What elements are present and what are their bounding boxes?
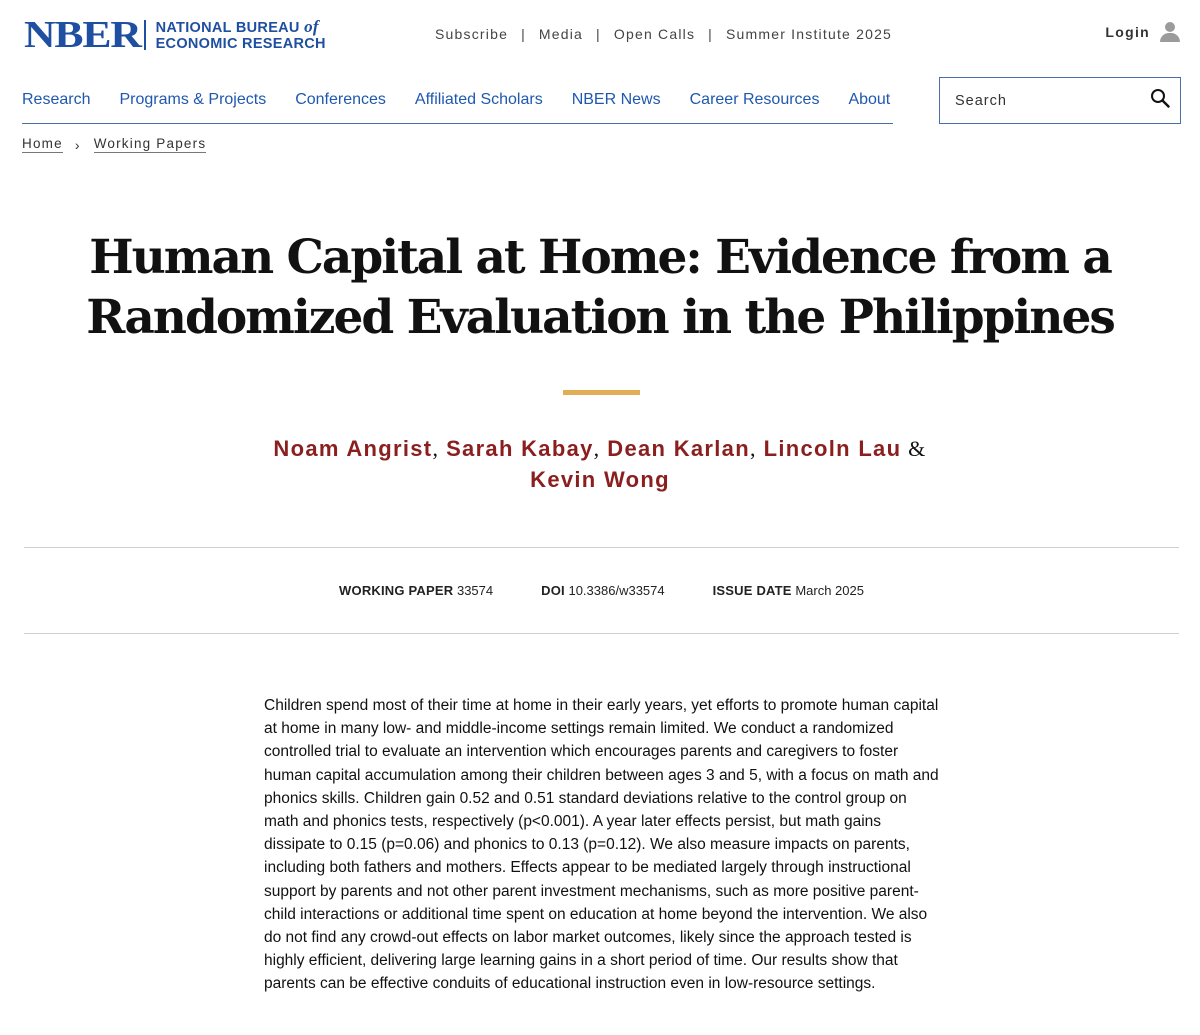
utility-nav: [435, 26, 892, 42]
nav-item-programs-projects[interactable]: Programs & Projects: [119, 91, 267, 108]
utility-link-subscribe[interactable]: Subscribe: [435, 26, 509, 42]
author-ampersand: &: [908, 436, 927, 461]
nav-item-affiliated-scholars[interactable]: Affiliated Scholars: [414, 91, 543, 108]
author-separator: ,: [749, 436, 757, 461]
author-link[interactable]: Noam Angrist: [273, 436, 433, 461]
author-link[interactable]: Kevin Wong: [530, 467, 670, 492]
breadcrumb: [22, 136, 206, 153]
author-link[interactable]: Lincoln Lau: [763, 436, 902, 461]
utility-link-open-calls[interactable]: Open Calls: [613, 26, 696, 42]
meta-doi: [541, 583, 665, 598]
utility-separator: |: [596, 26, 601, 42]
meta-issue-date-value: March 2025: [795, 583, 864, 598]
paper-meta: [24, 547, 1179, 634]
search-box: [939, 77, 1181, 124]
nav-item-nber-news[interactable]: NBER News: [571, 91, 661, 108]
nav-item-research[interactable]: Research: [22, 91, 91, 108]
logo-line-2: ECONOMIC RESEARCH: [155, 35, 326, 52]
author-separator: ,: [593, 436, 601, 461]
author-link[interactable]: Dean Karlan: [607, 436, 750, 461]
abstract-text: Children spend most of their time at home in their early years, yet efforts to promote human capital at home in many low- and middle-income settings remain limited. We conduct a randomized controlled trial to evaluate an intervention which encourages parents and caregivers to foster human capital accumulation among their children between ages 3 and 5, with a focus on math and phonics skills. Children gain 0.52 and 0.51 standard deviations relative to the control group on math and phonics tests, respectively (p<0.001). A year later effects persist, but math gains dissipate to 0.15 (p=0.06) and phonics to 0.13 (p=0.12). We also measure impacts on parents, including both fathers and mothers. Effects appear to be mediated largely through instructional support by parents and not other parent investment mechanisms, such as more positive parent-child interactions or additional time spent on education at home beyond the intervention. We also do not find any crowd-out effects on labor market outcomes, likely since the approach tested is highly efficient, delivering large learning gains in a short period of time. Our results show that parents can be effective conduits of educational instruction even in low-resource settings.: [264, 697, 939, 993]
meta-working-paper-value: 33574: [456, 583, 494, 598]
meta-issue-date-label: ISSUE DATE: [712, 583, 792, 598]
utility-separator: |: [708, 26, 713, 42]
title-divider: [563, 390, 640, 395]
logo-wordmark: [155, 16, 326, 52]
nav-item-about[interactable]: About: [848, 91, 891, 108]
nav-item-conferences[interactable]: Conferences: [295, 91, 386, 108]
nber-logo[interactable]: [24, 16, 326, 54]
user-icon: [1160, 22, 1180, 42]
utility-separator: |: [521, 26, 526, 42]
title-line-1: Human Capital at Home: Evidence from a: [89, 230, 1111, 285]
title-line-2: Randomized Evaluation in the Philippines: [86, 290, 1114, 345]
page-title: [60, 228, 1140, 348]
main-nav: [22, 90, 893, 124]
nav-item-career-resources[interactable]: Career Resources: [689, 91, 820, 108]
logo-mark: NBER: [24, 14, 141, 56]
meta-working-paper: [339, 583, 493, 598]
utility-link-media[interactable]: Media: [538, 26, 584, 42]
author-separator: ,: [432, 436, 440, 461]
logo-divider: [144, 20, 146, 50]
meta-issue-date: [713, 583, 864, 598]
breadcrumb-working-papers[interactable]: Working Papers: [93, 136, 207, 151]
logo-line-1: NATIONAL BUREAU: [155, 19, 300, 36]
chevron-right-icon: ›: [74, 136, 81, 153]
login-label: Login: [1105, 24, 1150, 40]
login-button[interactable]: [1105, 22, 1180, 42]
meta-doi-value: 10.3386/w33574: [568, 583, 665, 598]
author-list: [200, 433, 1000, 495]
breadcrumb-home[interactable]: Home: [22, 136, 63, 151]
logo-of: of: [304, 16, 319, 36]
meta-doi-label: DOI: [541, 583, 565, 598]
search-icon[interactable]: [1150, 88, 1170, 113]
search-input[interactable]: [955, 93, 1135, 109]
utility-link-summer-institute[interactable]: Summer Institute 2025: [726, 26, 893, 42]
author-link[interactable]: Sarah Kabay: [446, 436, 594, 461]
meta-working-paper-label: WORKING PAPER: [339, 583, 454, 598]
